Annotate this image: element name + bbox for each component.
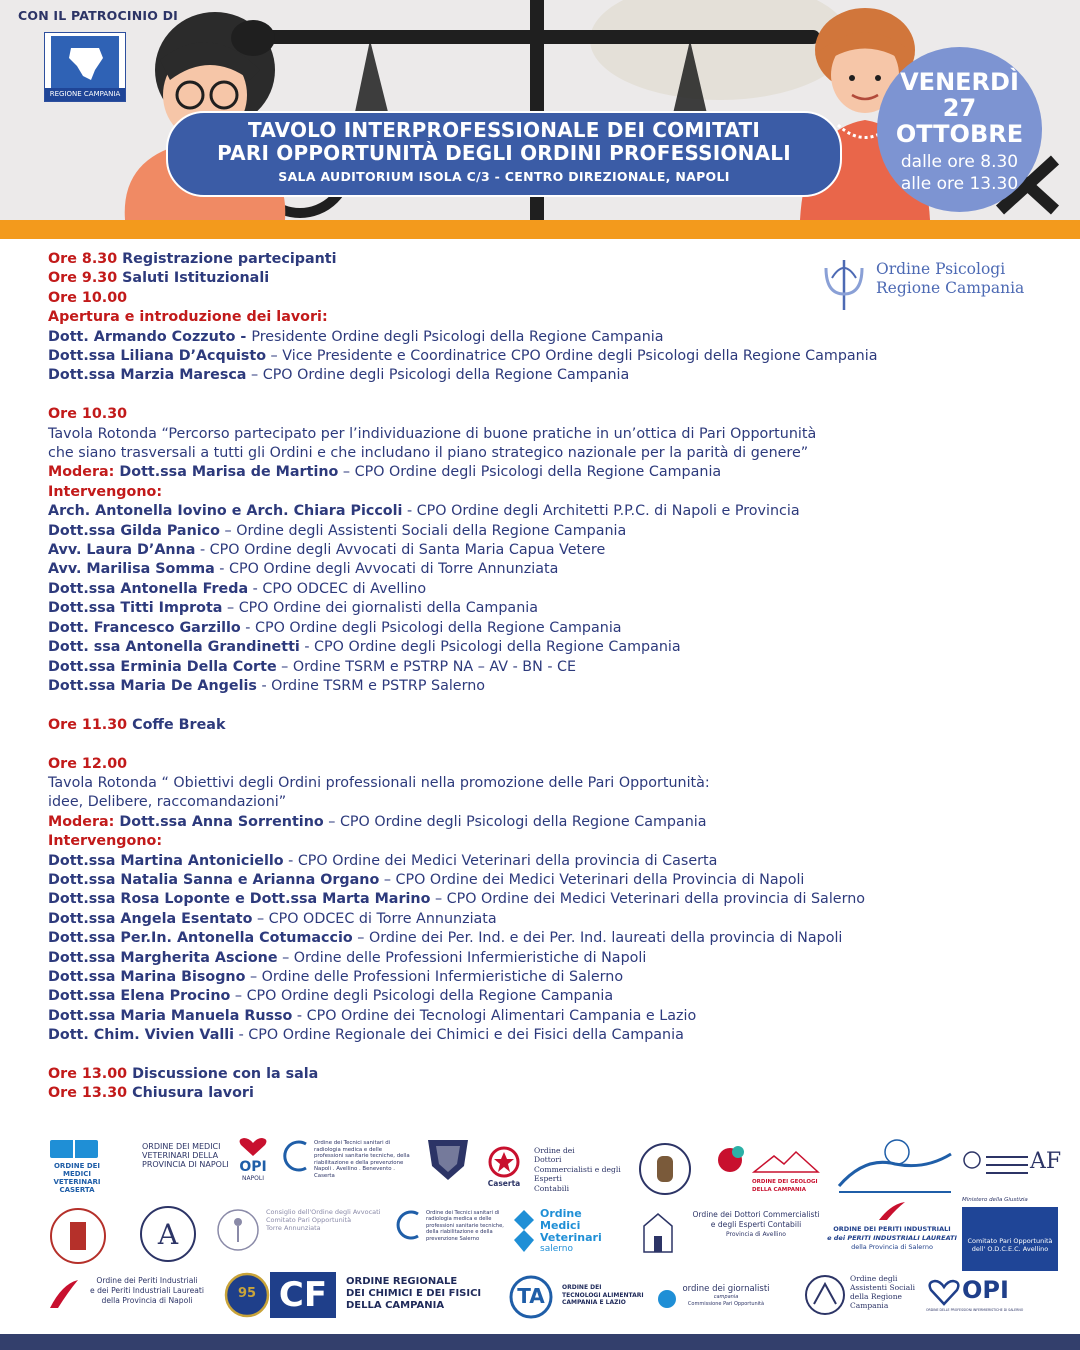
program-schedule: [48, 250, 1028, 1104]
vet-salerno-icon: [512, 1208, 536, 1254]
schedule-time: Ore 10.00: [48, 289, 128, 306]
ta-text: [562, 1284, 662, 1307]
speaker-line: [48, 987, 1028, 1006]
speaker-role: – Ordine delle Professioni Infermieristiche di Salerno: [245, 968, 624, 985]
speaker-role: – Vice Presidente e Coordinatrice CPO Ordine degli Psicologi della Regione Campania: [266, 348, 878, 365]
event-time-from: dalle ore 8.30: [900, 152, 1019, 172]
periti-napoli-logo: [48, 1276, 208, 1306]
chimici-text: [346, 1276, 496, 1312]
avvocati-logo-a: [138, 1204, 198, 1264]
speaker-name: Dott. Francesco Garzillo: [48, 619, 241, 636]
geologi-text: ORDINE DEI GEOLOGI DELLA CAMPANIA: [752, 1179, 818, 1193]
tsrm-salerno-logo: [396, 1210, 506, 1242]
ta-mark-text: TA: [517, 1284, 545, 1308]
speaker-line: [48, 580, 1028, 599]
periti-napoli-line: della Provincia di Napoli: [101, 1296, 193, 1305]
event-title-line1: TAVOLO INTERPROFESSIONALE DEI COMITATI: [248, 118, 760, 142]
speaker-name: Avv. Marilisa Somma: [48, 561, 215, 578]
speaker-line: [48, 658, 1028, 677]
schedule-item: [48, 716, 1028, 735]
speaker-name: Dott.ssa Maria Manuela Russo: [48, 1007, 293, 1024]
speaker-name: Dott.ssa Rosa Loponte e Dott.ssa Marta Marino: [48, 891, 431, 908]
event-time-to: alle ore 13.30: [900, 174, 1019, 194]
letter-a-icon: [138, 1204, 198, 1264]
opi-napoli-sub: NAPOLI: [241, 1175, 265, 1182]
speaker-line: [48, 347, 1028, 366]
schedule-item: [48, 755, 1028, 774]
vesuvio-icon: [835, 1136, 955, 1196]
speaker-line: [48, 949, 1028, 968]
speaker-line: [48, 871, 1028, 890]
speaker-role: – Ordine dei Per. Ind. e dei Per. Ind. laureati della provincia di Napoli: [352, 930, 843, 947]
ta-mark-logo: [504, 1274, 558, 1320]
avvocati-napoli-logo: [420, 1134, 476, 1184]
event-date-badge: [877, 47, 1042, 212]
speaker-role: – CPO Ordine degli Psicologi della Regione Campania: [230, 988, 614, 1005]
odcec-avellino-line: Provincia di Avellino: [726, 1231, 786, 1238]
schedule-item: [48, 269, 1028, 288]
schedule-label: Registrazione partecipanti: [117, 251, 337, 267]
badge-number: 95: [237, 1286, 257, 1301]
periti-swoosh-icon: [877, 1200, 907, 1222]
tsrm-napoli-logo: [282, 1140, 412, 1180]
speaker-line: [48, 366, 1028, 385]
speaker-name: Dott. Armando Cozzuto -: [48, 328, 252, 345]
svg-text:A: A: [157, 1218, 179, 1251]
schedule-label: Chiusura lavori: [127, 1085, 254, 1102]
schedule-item: [48, 250, 1028, 269]
emblem-icon: [962, 1148, 1032, 1188]
speaker-role: – CPO Ordine degli Psicologi della Regione Campania: [323, 813, 707, 830]
section-heading: Apertura e introduzione dei lavori:: [48, 309, 328, 326]
speaker-name: Dott.ssa Per.In. Antonella Cotumaccio: [48, 930, 353, 947]
seal-icon: [638, 1142, 692, 1196]
giornalisti-line: ordine dei giornalisti: [682, 1284, 770, 1294]
speaker-name: Dott. Chim. Vivien Valli: [48, 1027, 235, 1044]
periti-salerno-line: della Provincia di Salerno: [851, 1243, 933, 1251]
speaker-name: Dott.ssa Martina Antoniciello: [48, 852, 284, 869]
tsrm-arc-icon: [396, 1210, 422, 1240]
assistenti-sociali-logo: [804, 1274, 924, 1310]
speaker-list: [48, 502, 1028, 696]
af-logo: AF: [1030, 1149, 1062, 1174]
star-icon: [486, 1146, 522, 1178]
speaker-line: [48, 968, 1028, 987]
speaker-name: Dott.ssa Marisa de Martino: [114, 464, 339, 481]
opi-napoli-logo: [233, 1136, 273, 1183]
speaker-role: - CPO Ordine dei Medici Veterinari della provincia di Caserta: [283, 852, 718, 869]
speaker-role: - CPO Ordine dei Tecnologi Alimentari Campania e Lazio: [292, 1007, 697, 1024]
session-description: che siano trasversali a tutti gli Ordini e che includano il piano strategico nazionale per la parità di genere”: [48, 445, 809, 462]
schedule-item: [48, 405, 1028, 424]
schedule-time: Ore 12.00: [48, 755, 128, 772]
speaker-line: [48, 638, 1028, 657]
speaker-role: - CPO Ordine degli Avvocati di Santa Maria Capua Vetere: [195, 542, 606, 559]
schedule-time: Ore 8.30: [48, 251, 118, 267]
schedule-item: [48, 1065, 1028, 1084]
odcec-caserta-mark: [484, 1146, 524, 1188]
moderator-label: Modera:: [48, 464, 115, 481]
speaker-role: – CPO Ordine dei Medici Veterinari della Provincia di Napoli: [379, 871, 805, 888]
speakers-heading: Intervengono:: [48, 833, 163, 850]
assistenti-line: Ordine degli: [850, 1274, 898, 1283]
speaker-name: Dott.ssa Erminia Della Corte: [48, 658, 277, 675]
vet-salerno-line: Ordine: [540, 1207, 582, 1220]
tsrm-salerno-text: Ordine dei Tecnici sanitari di radiologia medica e delle professioni sanitarie tecniche, della riabilitazione e della prevenzione Salerno: [426, 1210, 504, 1242]
building-icon: [640, 1210, 676, 1254]
odcec-avellino-line: e degli Esperti Contabili: [710, 1220, 802, 1229]
opi-napoli-text: OPI: [239, 1159, 267, 1175]
odcec-caserta-city: Caserta: [487, 1179, 521, 1188]
opi-heart-icon: [235, 1136, 271, 1158]
speaker-line: [48, 619, 1028, 638]
opi-heart-icon: [926, 1278, 962, 1306]
speaker-line: [48, 929, 1028, 948]
speaker-role: – Ordine degli Assistenti Sociali della Regione Campania: [219, 522, 627, 539]
regione-shield-icon: [51, 36, 119, 88]
odcec-caserta-line: Commercialisti e degli: [534, 1164, 621, 1174]
speaker-name: Arch. Antonella Iovino e Arch. Chiara Piccoli: [48, 503, 403, 520]
schedule-time: Ore 9.30: [48, 270, 118, 287]
speaker-line: [48, 328, 1028, 347]
vet-salerno-line: Medici Veterinari: [540, 1219, 602, 1244]
speaker-line: [48, 599, 1028, 618]
regione-campania-logo: [44, 32, 126, 102]
columns-logo: [48, 1206, 108, 1266]
seal-logo: [638, 1142, 694, 1198]
speaker-name: Dott.ssa Elena Procino: [48, 988, 231, 1005]
cpo-avellino-line: dell' O.D.C.E.C. Avellino: [971, 1245, 1049, 1253]
opi-salerno-sub: ORDINE DELLE PROFESSIONI INFERMIERISTICHE DI SALERNO: [926, 1308, 1024, 1312]
regione-logo-text: REGIONE CAMPANIA: [45, 88, 125, 101]
event-day: VENERDÌ: [900, 68, 1019, 96]
tsrm-napoli-text: Ordine dei Tecnici sanitari di radiologia medica e delle professioni sanitarie tecniche, della riabilitazione e della prevenzione Napoli . Avellino . Benevento . Caserta: [314, 1140, 410, 1179]
speaker-line: [48, 1007, 1028, 1026]
speaker-role: - Ordine TSRM e PSTRP Salerno: [256, 677, 486, 694]
periti-salerno-line: ORDINE DEI PERITI INDUSTRIALI: [833, 1225, 951, 1233]
ordine-psicologi-line1: Ordine Psicologi: [876, 260, 1006, 278]
speaker-line: [48, 502, 1028, 521]
assistenti-icon: [804, 1274, 846, 1316]
session-description: Tavola Rotonda “ Obiettivi degli Ordini professionali nella promozione delle Pari Opportunità:: [48, 774, 710, 791]
speaker-role: Presidente Ordine degli Psicologi della Regione Campania: [251, 328, 664, 345]
periti-napoli-line: Ordine dei Periti Industriali: [96, 1276, 198, 1285]
speaker-name: Dott.ssa Anna Sorrentino: [114, 813, 324, 830]
speaker-name: Dott.ssa Natalia Sanna e Arianna Organo: [48, 871, 380, 888]
avvocati-torre-logo: [216, 1208, 386, 1232]
chimici-line: DELLA CAMPANIA: [346, 1300, 445, 1311]
cpo-avellino-logo: [962, 1196, 1062, 1271]
schedule-label: Coffe Break: [127, 716, 226, 733]
ordine-psicologi-line2: Regione Campania: [876, 279, 1025, 297]
speaker-line: [48, 1026, 1028, 1045]
ta-line: ORDINE DEI: [562, 1284, 602, 1291]
speaker-name: Dott.ssa Angela Esentato: [48, 910, 253, 927]
chimici-line: ORDINE REGIONALE: [346, 1276, 458, 1287]
moderator-line: [48, 463, 1028, 482]
speaker-role: – CPO Ordine degli Psicologi della Regione Campania: [338, 464, 722, 481]
odcec-caserta-line: Esperti: [534, 1174, 562, 1184]
schedule-item: [48, 1084, 1028, 1103]
odcec-caserta-text: [534, 1146, 634, 1193]
ministero-text: Ministero della Giustizia: [962, 1197, 1028, 1203]
avvocati-torre-line: Comitato Pari Opportunità: [266, 1216, 352, 1224]
session-description: idee, Delibere, raccomandazioni”: [48, 794, 287, 811]
vet-salerno-logo: [512, 1208, 632, 1255]
speaker-line: [48, 522, 1028, 541]
vet-salerno-line: salerno: [540, 1244, 573, 1254]
footer-bar: [0, 1334, 1080, 1350]
speaker-name: Dott.ssa Titti Improta: [48, 600, 223, 617]
ta-line: CAMPANIA E LAZIO: [562, 1299, 626, 1306]
partner-logos: [0, 1128, 1080, 1328]
odcec-nola-logo: [962, 1148, 1032, 1188]
speaker-line: [48, 560, 1028, 579]
tsrm-arc-icon: [282, 1140, 310, 1172]
odcec-caserta-line: Dottori: [534, 1155, 562, 1165]
avvocati-torre-line: Consiglio dell'Ordine degli Avvocati: [266, 1208, 381, 1216]
session-description: Tavola Rotonda “Percorso partecipato per l’individuazione di buone pratiche in un’ottica di Pari Opportunità: [48, 425, 817, 442]
giornalisti-line: campania: [713, 1294, 739, 1300]
ta-line: TECNOLOGI ALIMENTARI: [562, 1291, 644, 1299]
speaker-role: – CPO Ordine dei giornalisti della Campania: [222, 600, 538, 617]
event-date: 27 OTTOBRE: [895, 94, 1024, 148]
schedule-label: Discussione con la sala: [127, 1066, 319, 1082]
speaker-role: - CPO Ordine degli Psicologi della Regione Campania: [240, 619, 622, 636]
speaker-role: - CPO Ordine degli Avvocati di Torre Annunziata: [214, 561, 559, 578]
speaker-role: - CPO Ordine degli Architetti P.P.C. di Napoli e Provincia: [402, 503, 800, 520]
geologi-logo: [712, 1142, 822, 1194]
figure-icon: [216, 1208, 260, 1252]
periti-napoli-line: e dei Periti Industriali Laureati: [89, 1286, 205, 1295]
schedule-label: Saluti Istituzionali: [117, 270, 270, 287]
speaker-line: [48, 541, 1028, 560]
speaker-line: [48, 890, 1028, 909]
caduceus-icon: [44, 1136, 104, 1160]
vet-caserta-text: ORDINE DEI MEDICI VETERINARI CASERTA: [53, 1162, 101, 1194]
schedule-item: [48, 289, 1028, 308]
speaker-name: Dott.ssa Antonella Freda: [48, 580, 249, 597]
odcec-caserta-line: Ordine dei: [534, 1146, 575, 1155]
odcec-avellino-line: Ordine dei Dottori Commercialisti: [692, 1210, 820, 1219]
event-header: [0, 0, 1080, 220]
header-divider: [0, 220, 1080, 239]
odcec-napoli-logo: [835, 1136, 955, 1196]
chimici-anniversary-badge: [224, 1272, 270, 1318]
speaker-role: - CPO Ordine Regionale dei Chimici e dei Fisici della Campania: [234, 1027, 684, 1044]
chimici-cf-mark: CF: [270, 1272, 336, 1318]
speakers-heading: Intervengono:: [48, 483, 163, 500]
giornalisti-line: Commissione Pari Opportunità: [687, 1301, 765, 1307]
schedule-time: Ore 11.30: [48, 716, 128, 733]
speaker-role: – CPO Ordine dei Medici Veterinari della provincia di Salerno: [430, 891, 866, 908]
assistenti-line: Assistenti Sociali: [850, 1283, 915, 1292]
assistenti-line: della Regione: [850, 1292, 902, 1301]
speaker-role: - CPO Ordine degli Psicologi della Regione Campania: [299, 639, 681, 656]
speaker-name: Dott.ssa Liliana D’Acquisto: [48, 348, 267, 365]
speaker-role: – CPO ODCEC di Torre Annunziata: [252, 910, 497, 927]
crest-icon: [420, 1134, 476, 1184]
moderator-label: Modera:: [48, 813, 115, 830]
event-title-box: [166, 111, 842, 197]
speaker-name: Dott.ssa Marina Bisogno: [48, 968, 246, 985]
event-venue: SALA AUDITORIUM ISOLA C/3 - CENTRO DIREZIONALE, NAPOLI: [278, 169, 730, 184]
chimici-line: DEI CHIMICI E DEI FISICI: [346, 1288, 482, 1299]
cpo-avellino-box: [962, 1207, 1058, 1271]
periti-salerno-logo: [826, 1200, 958, 1252]
vet-napoli-text: ORDINE DEI MEDICI VETERINARI DELLA PROVINCIA DI NAPOLI: [142, 1142, 229, 1169]
giornalisti-icon: [656, 1288, 678, 1310]
patronage-label: CON IL PATROCINIO DI: [18, 8, 179, 23]
opi-salerno-text: OPI: [962, 1276, 1009, 1304]
speaker-role: – Ordine delle Professioni Infermieristiche di Napoli: [277, 949, 647, 966]
avvocati-torre-line: Torre Annunziata: [266, 1224, 321, 1232]
cpo-avellino-line: Comitato Pari Opportunità: [967, 1237, 1053, 1245]
vet-napoli-logo: [120, 1142, 230, 1169]
speaker-line: [48, 852, 1028, 871]
periti-swoosh-icon: [48, 1278, 80, 1310]
schedule-time: Ore 10.30: [48, 406, 128, 423]
speaker-name: Avv. Laura D’Anna: [48, 542, 196, 559]
speaker-name: Dott.ssa Margherita Ascione: [48, 949, 278, 966]
speaker-role: – Ordine TSRM e PSTRP NA – AV - BN - CE: [276, 658, 577, 675]
speaker-name: Dott. ssa Antonella Grandinetti: [48, 639, 300, 656]
speaker-role: - CPO ODCEC di Avellino: [248, 580, 427, 597]
speaker-name: Dott.ssa Marzia Maresca: [48, 367, 247, 384]
speaker-line: [48, 910, 1028, 929]
assistenti-line: Campania: [850, 1301, 889, 1310]
schedule-time: Ore 13.00: [48, 1066, 128, 1082]
speaker-name: Dott.ssa Maria De Angelis: [48, 677, 257, 694]
odcec-caserta-line: Contabili: [534, 1183, 569, 1193]
column-icon: [48, 1206, 108, 1266]
odcec-avellino-logo: [640, 1210, 830, 1240]
moderator-line: [48, 813, 1028, 832]
periti-salerno-line: e dei PERITI INDUSTRIALI LAUREATI: [827, 1234, 957, 1242]
giornalisti-logo: [656, 1284, 776, 1308]
event-title-line2: PARI OPPORTUNITÀ DEGLI ORDINI PROFESSIONALI: [217, 141, 791, 165]
schedule-time: Ore 13.30: [48, 1085, 128, 1102]
geologi-icon: [712, 1142, 822, 1176]
speaker-list: [48, 852, 1028, 1046]
speaker-role: – CPO Ordine degli Psicologi della Regione Campania: [246, 367, 630, 384]
vet-caserta-logo: [44, 1136, 110, 1194]
speaker-name: Dott.ssa Gilda Panico: [48, 522, 220, 539]
speaker-line: [48, 677, 1028, 696]
